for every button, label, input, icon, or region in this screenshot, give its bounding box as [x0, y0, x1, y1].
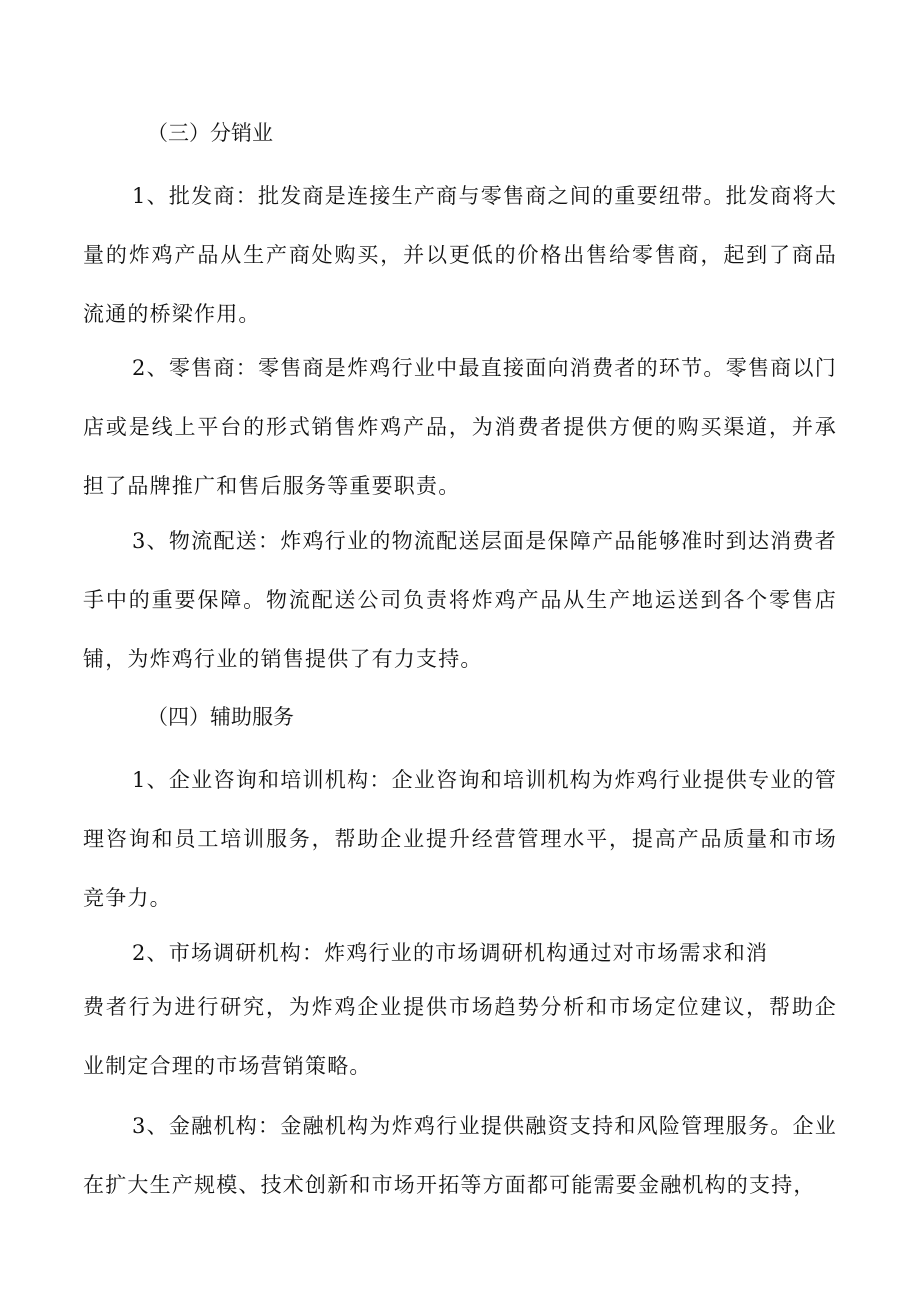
paragraph-market-research-line1: 2、市场调研机构：炸鸡行业的市场调研机构通过对市场需求和消 [132, 941, 769, 965]
paragraph-wholesaler: 1、批发商：批发商是连接生产商与零售商之间的重要纽带。批发商将大量的炸鸡产品从生产商处购买，并以更低的价格出售给零售商，起到了商品流通的桥梁作用。 [83, 184, 837, 326]
paragraph-financial-institutions: 3、金融机构：金融机构为炸鸡行业提供融资支持和风险管理服务。企业在扩大生产规模、技术创新和市场开拓等方面都可能需要金融机构的支持， [83, 1114, 837, 1197]
section-heading-distribution: （三）分销业 [147, 121, 273, 145]
paragraph-retailer: 2、零售商：零售商是炸鸡行业中最直接面向消费者的环节。零售商以门店或是线上平台的形式销售炸鸡产品，为消费者提供方便的购买渠道，并承担了品牌推广和售后服务等重要职责。 [83, 356, 837, 498]
section-heading-auxiliary-services: （四）辅助服务 [147, 705, 294, 729]
paragraph-market-research-continued: 费者行为进行研究，为炸鸡企业提供市场趋势分析和市场定位建议，帮助企业制定合理的市场营销策略。 [83, 995, 837, 1078]
paragraph-logistics: 3、物流配送：炸鸡行业的物流配送层面是保障产品能够准时到达消费者手中的重要保障。物流配送公司负责将炸鸡产品从生产地运送到各个零售店铺，为炸鸡行业的销售提供了有力支持。 [83, 529, 837, 671]
paragraph-consulting-training: 1、企业咨询和培训机构：企业咨询和培训机构为炸鸡行业提供专业的管理咨询和员工培训服务，帮助企业提升经营管理水平，提高产品质量和市场竞争力。 [83, 768, 837, 910]
